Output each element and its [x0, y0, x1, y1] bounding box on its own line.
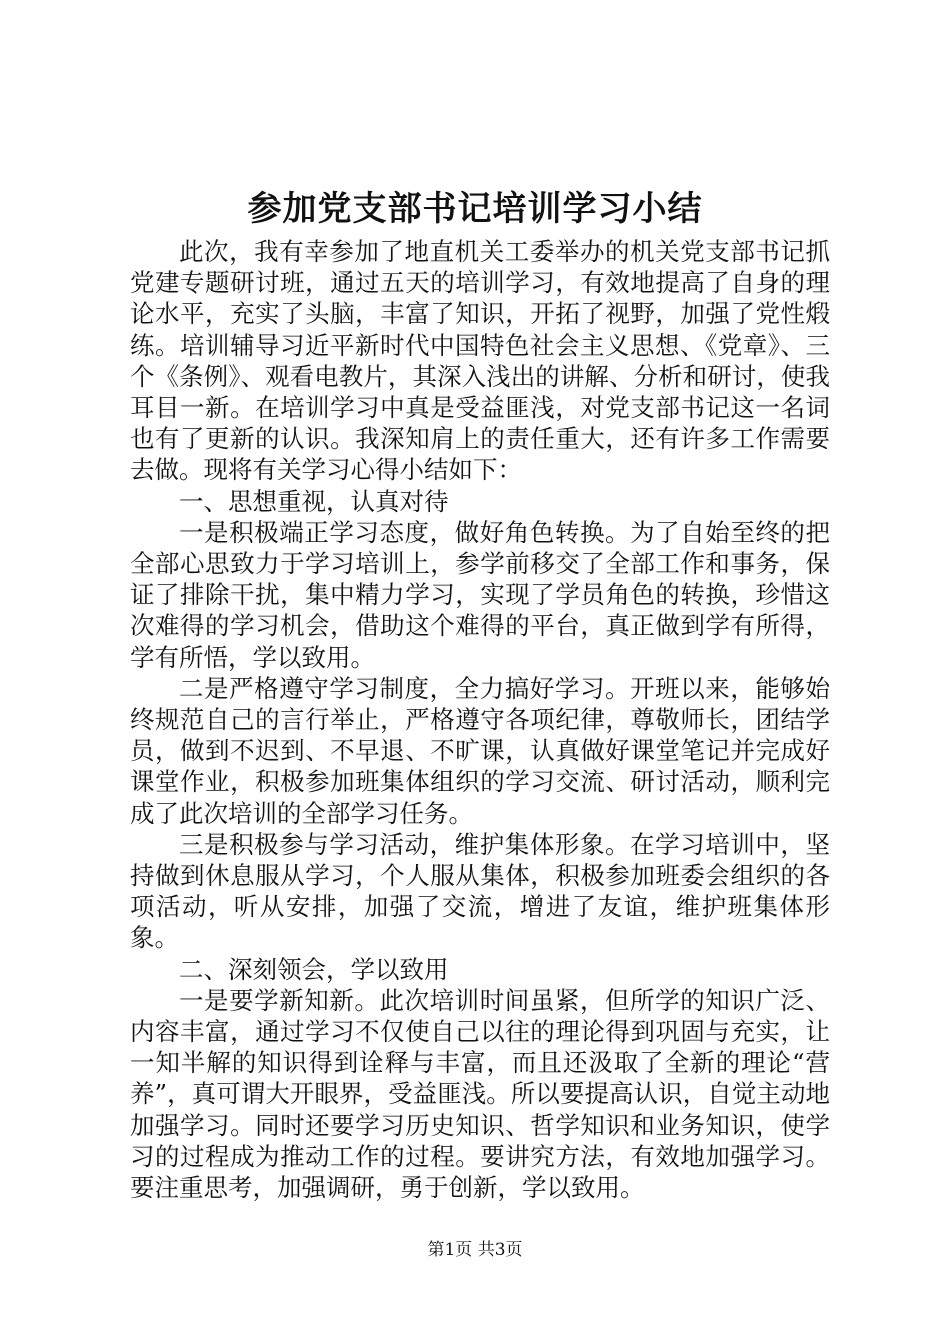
section-heading-1: 一、思想重视，认真对待 — [179, 486, 449, 516]
body-paragraph: 一是积极端正学习态度，做好角色转换。为了自始至终的把全部心思致力于学习培训上，参学前移交了全部工作和事务，保证了排除干扰，集中精力学习，实现了学员角色的转换，珍惜这次难得的学习机会，借助这个难得的平台，真正做到学有所得，学有所悟，学以致用。 — [130, 517, 830, 672]
page-footer: 第1页 共3页 — [427, 1240, 523, 1260]
body-paragraph: 二是严格遵守学习制度，全力搞好学习。开班以来，能够始终规范自己的言行举止，严格遵守各项纪律，尊敬师长，团结学员，做到不迟到、不早退、不旷课，认真做好课堂笔记并完成好课堂作业，积极参加班集体组织的学习交流、研讨活动，顺利完成了此次培训的全部学习任务。 — [130, 673, 830, 828]
body-paragraph: 一是要学新知新。此次培训时间虽紧，但所学的知识广泛、内容丰富，通过学习不仅使自己以往的理论得到巩固与充实，让一知半解的知识得到诠释与丰富，而且还汲取了全新的理论“营养”，真可谓大开眼界，受益匪浅。所以要提高认识，自觉主动地加强学习。同时还要学习历史知识、哲学知识和业务知识，使学习的过程成为推动工作的过程。要讲究方法，有效地加强学习。要注重思考，加强调研，勇于创新，学以致用。 — [130, 985, 830, 1203]
section-heading-2: 二、深刻领会，学以致用 — [179, 954, 449, 984]
intro-paragraph: 此次，我有幸参加了地直机关工委举办的机关党支部书记抓党建专题研讨班，通过五天的培训学习，有效地提高了自身的理论水平，充实了头脑，丰富了知识，开拓了视野，加强了党性煅练。培训辅导习近平新时代中国特色社会主义思想、《党章》、三个《条例》、观看电教片，其深入浅出的讲解、分析和研讨，使我耳目一新。在培训学习中真是受益匪浅，对党支部书记这一名词也有了更新的认识。我深知肩上的责任重大，还有许多工作需要去做。现将有关学习心得小结如下： — [130, 237, 830, 485]
document-body — [130, 236, 830, 1203]
body-paragraph: 三是积极参与学习活动，维护集体形象。在学习培训中，坚持做到休息服从学习，个人服从集体，积极参加班委会组织的各项活动，听从安排，加强了交流，增进了友谊，维护班集体形象。 — [130, 829, 830, 953]
document-title: 参加党支部书记培训学习小结 — [247, 189, 703, 229]
